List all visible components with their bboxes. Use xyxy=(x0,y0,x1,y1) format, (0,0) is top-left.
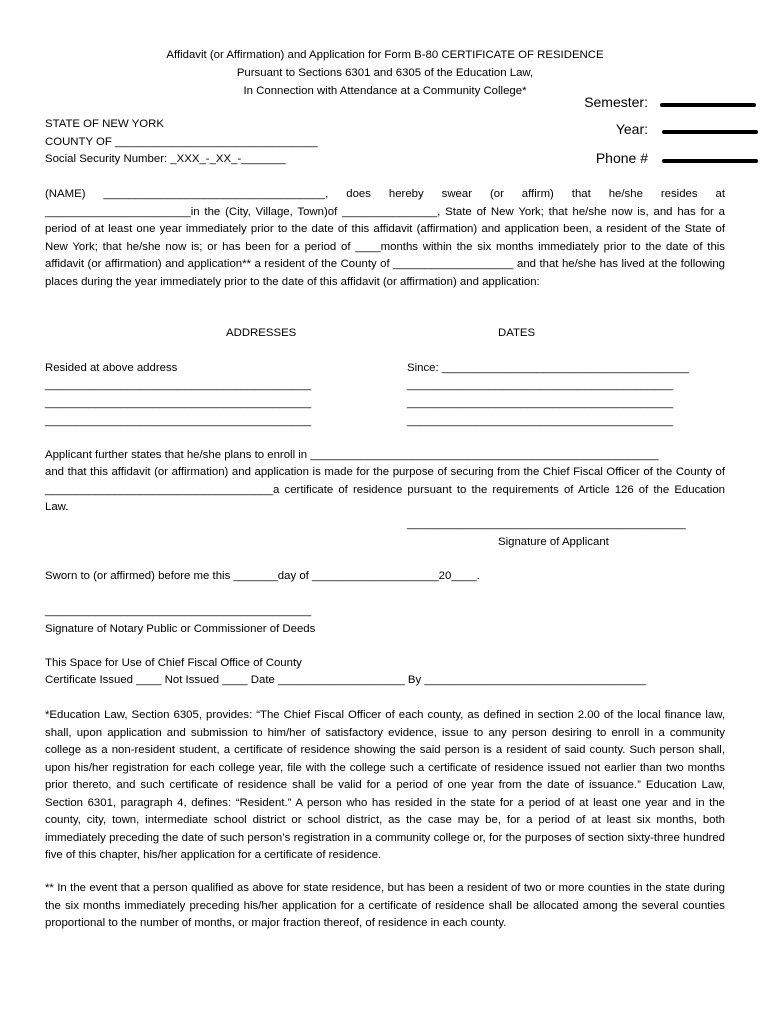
footnote-education-law: *Education Law, Section 6305, provides: “The Chief Fiscal Officer of each county, as defined in section 2.00 of the local finance law, shall, upon application and submission to him/her of satisfactory evidence, issue to any person desiring to enroll in a community college as a non-resident student, a certificate of residence showing the said person is a resident of said county. Such person shall, upon his/her registration for each college year, file with the college such a certificate of residence issued not earlier than two months prior thereto, and such certificate of residence shall be valid for a period of one year from the date of issuance.” Education Law, Section 6301, paragraph 4, defines: “Resident.” A person who has resided in the state for a period of at least one year and in the county, city, town, intermediate school district or school district, as the case may be, for a period of at least six months, both immediately preceding the date of such person’s registration in a community college or, for the purposes of section sixty-three hundred five of this chapter, his/her application for a certificate of residence. xyxy=(45,709,725,861)
address-line-3[interactable]: __________________________________________ xyxy=(45,415,312,427)
year-field[interactable] xyxy=(662,130,758,134)
since-field[interactable]: Since: _______________________________________ xyxy=(407,362,689,374)
address-line-2[interactable]: __________________________________________ xyxy=(45,397,312,409)
notary-signature-label: Signature of Notary Public or Commissioner of Deeds xyxy=(45,623,316,635)
phone-label: Phone # xyxy=(595,150,648,166)
date-line-3[interactable]: __________________________________________ xyxy=(407,415,674,427)
office-use-fields[interactable]: Certificate Issued ____ Not Issued ____ Date ____________________ By ___________________________________ xyxy=(45,674,647,686)
dates-heading: DATES xyxy=(498,327,536,339)
date-line-2[interactable]: __________________________________________ xyxy=(407,397,674,409)
sworn-line[interactable]: Sworn to (or affirmed) before me this _______day of ____________________20____. xyxy=(45,570,480,582)
applicant-signature-label: Signature of Applicant xyxy=(498,536,609,548)
addresses-heading: ADDRESSES xyxy=(226,327,297,339)
enroll-paragraph: and that this affidavit (or affirmation) and application is made for the purpose of securing from the Chief Fiscal Officer of the County of ____________________________________a certificate of residence pursuant to the requirements of Article 126 of the Education Law. xyxy=(45,466,725,513)
applicant-signature-line[interactable]: ____________________________________________ xyxy=(407,518,686,530)
address-line-1[interactable]: __________________________________________ xyxy=(45,379,312,391)
year-label: Year: xyxy=(615,121,648,137)
oath-paragraph: (NAME) ___________________________________, does hereby swear (or affirm) that he/she resides at _______________________in the (City, Village, Town)of _______________, State of New York; that he/she now is, and has for a period of at least one year immediately prior to the date of this affidavit (affirmation) and application been, a resident of the State of New York; that he/she now is; or has been for a period of ____months within the six months immediately prior to the date of this affidavit (or affirmation) and application** a resident of the County of ___________________ and that he/she has lived at the following places during the year immediately prior to the date of this affidavit (or affirmation) and application: xyxy=(45,188,725,288)
form-title-line-2: Pursuant to Sections 6301 and 6305 of the Education Law, xyxy=(236,67,534,79)
semester-label: Semester: xyxy=(584,94,648,110)
office-use-heading: This Space for Use of Chief Fiscal Office of County xyxy=(45,657,302,669)
phone-field[interactable] xyxy=(662,159,758,163)
county-line[interactable]: COUNTY OF ________________________________ xyxy=(45,136,318,148)
ssn-line[interactable]: Social Security Number: _XXX_-_XX_-_______ xyxy=(45,153,286,165)
resided-label: Resided at above address xyxy=(45,362,178,374)
notary-signature-line[interactable]: __________________________________________ xyxy=(45,605,312,617)
semester-field[interactable] xyxy=(660,103,756,107)
enroll-line[interactable]: Applicant further states that he/she plans to enroll in _______________________________________________________ xyxy=(45,449,659,461)
form-title-line-3: In Connection with Attendance at a Community College* xyxy=(243,85,527,97)
date-line-1[interactable]: __________________________________________ xyxy=(407,379,674,391)
form-title-line-1: Affidavit (or Affirmation) and Application for Form B-80 CERTIFICATE OF RESIDENCE xyxy=(166,49,604,61)
footnote-counties: ** In the event that a person qualified as above for state residence, but has been a resident of two or more counties in the state during the six months immediately preceding his/her application for a certificate of residence shall be allocated among the several counties proportional to the number of months, or major fraction thereof, of residence in each county. xyxy=(45,882,725,929)
state-line: STATE OF NEW YORK xyxy=(45,118,164,130)
